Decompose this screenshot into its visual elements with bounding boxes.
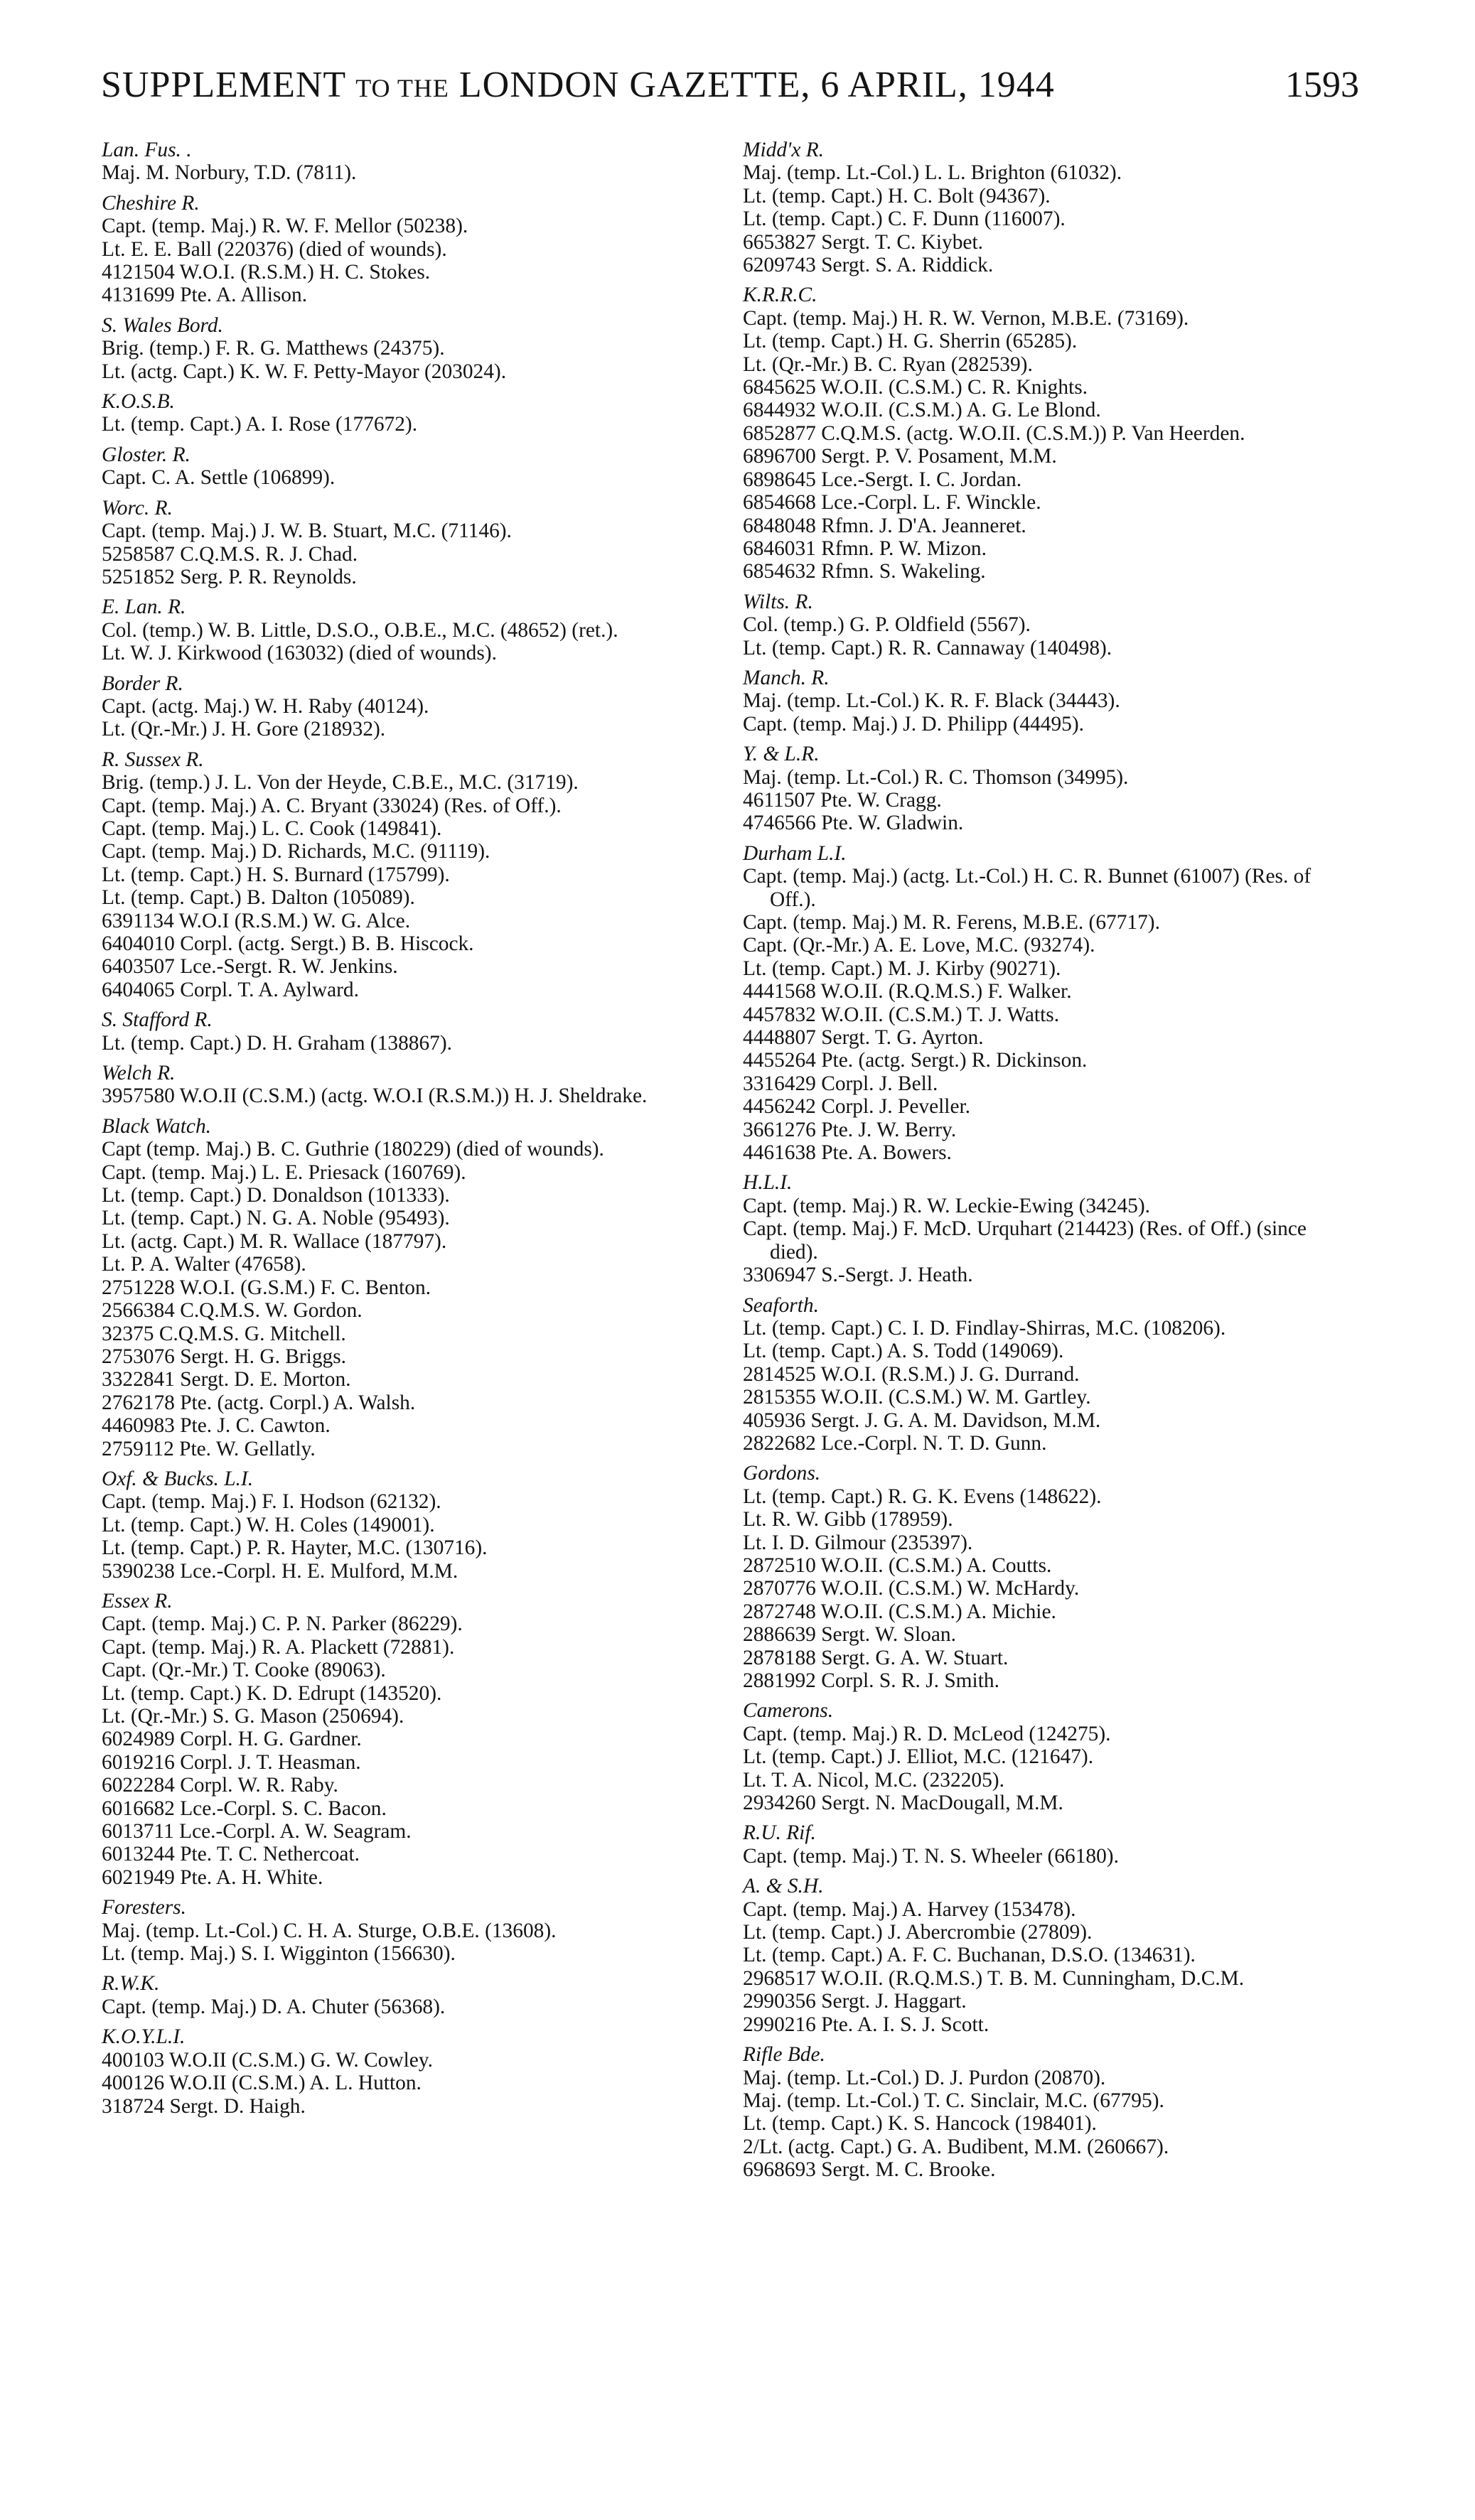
regiment-section: [102, 1590, 714, 1889]
award-entry: Lt. (temp. Capt.) R. R. Cannaway (140498).: [743, 636, 1112, 659]
award-entry: Lt. (temp. Capt.) A. S. Todd (149069).: [743, 1340, 1064, 1363]
right-column: [743, 139, 1356, 2189]
award-entry: 6653827 Sergt. T. C. Kiybet.: [743, 230, 983, 254]
regiment-section: [743, 1821, 1356, 1868]
award-entry: 6968693 Sergt. M. C. Brooke.: [743, 2158, 996, 2182]
award-entry: 2934260 Sergt. N. MacDougall, M.M.: [743, 1792, 1063, 1815]
award-entry: 4131699 Pte. A. Allison.: [102, 284, 308, 307]
award-entry: Lt. (temp. Capt.) H. C. Bolt (94367).: [743, 184, 1051, 208]
award-entry: 2759112 Pte. W. Gellatly.: [102, 1437, 316, 1460]
award-entry: Capt. (temp. Maj.) H. R. W. Vernon, M.B.E. (73169).: [743, 306, 1189, 330]
award-entry: Col. (temp.) G. P. Oldfield (5567).: [743, 613, 1031, 637]
award-entry: Capt (temp. Maj.) B. C. Guthrie (180229) (died of wounds).: [102, 1138, 604, 1161]
regiment-heading: K.R.R.C.: [743, 284, 817, 307]
award-entry: 6013244 Pte. T. C. Nethercoat.: [102, 1843, 360, 1866]
award-entry: Capt. (temp. Maj.) M. R. Ferens, M.B.E. (67717).: [743, 911, 1160, 934]
award-entry: 6896700 Sergt. P. V. Posament, M.M.: [743, 445, 1057, 468]
award-entry: Capt. (temp. Maj.) T. N. S. Wheeler (66180).: [743, 1844, 1119, 1868]
regiment-section: [743, 1294, 1356, 1455]
award-entry: Lt. (temp. Capt.) R. G. K. Evens (148622).: [743, 1485, 1102, 1508]
award-entry: 4456242 Corpl. J. Peveller.: [743, 1095, 971, 1119]
award-entry: 6848048 Rfmn. J. D'A. Jeanneret.: [743, 514, 1026, 537]
award-entry: 6019216 Corpl. J. T. Heasman.: [102, 1750, 361, 1774]
award-entry: 2815355 W.O.II. (C.S.M.) W. M. Gartley.: [743, 1386, 1091, 1409]
regiment-section: [102, 497, 714, 589]
regiment-heading: Camerons.: [743, 1699, 834, 1723]
award-entry: Capt. (Qr.-Mr.) A. E. Love, M.C. (93274).: [743, 934, 1095, 957]
award-entry: 2968517 W.O.II. (R.Q.M.S.) T. B. M. Cunningham, D.C.M.: [743, 1966, 1245, 1990]
award-entry: Capt. (Qr.-Mr.) T. Cooke (89063).: [102, 1659, 386, 1682]
award-entry: Lt. (temp. Capt.) H. S. Burnard (175799).: [102, 863, 450, 886]
award-entry: Capt. (temp. Maj.) C. P. N. Parker (86229).: [102, 1612, 463, 1636]
award-entry: Maj. (temp. Lt.-Col.) D. J. Purdon (20870).: [743, 2066, 1106, 2089]
title-word: TO THE: [355, 74, 449, 102]
award-entry: 2753076 Sergt. H. G. Briggs.: [102, 1345, 346, 1368]
award-entry: 2870776 W.O.II. (C.S.M.) W. McHardy.: [743, 1577, 1080, 1600]
regiment-heading: R.U. Rif.: [743, 1821, 816, 1845]
award-entry: Capt. C. A. Settle (106899).: [102, 466, 336, 490]
regiment-section: [743, 284, 1356, 583]
award-entry: 4441568 W.O.II. (R.Q.M.S.) F. Walker.: [743, 980, 1072, 1003]
award-entry: Lt. (temp. Capt.) A. I. Rose (177672).: [102, 413, 418, 436]
award-entry: 6404065 Corpl. T. A. Aylward.: [102, 978, 359, 1001]
award-entry: Capt. (temp. Maj.) R. A. Plackett (72881).: [102, 1635, 455, 1659]
page-header: [101, 64, 1359, 121]
award-entry: Lt. (Qr.-Mr.) S. G. Mason (250694).: [102, 1705, 404, 1728]
award-entry: Lt. (temp. Capt.) B. Dalton (105089).: [102, 886, 415, 910]
award-entry: Lt. (temp. Capt.) K. S. Hancock (198401).: [743, 2112, 1097, 2136]
award-entry: Capt. (temp. Maj.) F. I. Hodson (62132).: [102, 1490, 441, 1514]
award-entry: 405936 Sergt. J. G. A. M. Davidson, M.M.: [743, 1409, 1101, 1432]
regiment-section: [743, 591, 1356, 659]
regiment-heading: Oxf. & Bucks. L.I.: [102, 1467, 254, 1490]
award-entry: 3306947 S.-Sergt. J. Heath.: [743, 1264, 973, 1287]
regiment-section: [743, 2043, 1356, 2181]
award-entry: 6022284 Corpl. W. R. Raby.: [102, 1774, 338, 1797]
award-entry: Lt. (temp. Capt.) J. Abercrombie (27809).: [743, 1921, 1093, 1944]
regiment-heading: Wilts. R.: [743, 590, 813, 613]
award-entry: Capt. (temp. Maj.) A. C. Bryant (33024) (Res. of Off.).: [102, 794, 562, 817]
regiment-section: [102, 192, 714, 307]
award-entry: Maj. (temp. Lt.-Col.) C. H. A. Sturge, O.B.E. (13608).: [102, 1919, 557, 1942]
regiment-heading: Manch. R.: [743, 666, 830, 689]
regiment-section: [102, 596, 714, 664]
award-entry: Col. (temp.) W. B. Little, D.S.O., O.B.E., M.C. (48652) (ret.).: [102, 618, 618, 642]
award-entry: Capt. (temp. Maj.) D. Richards, M.C. (91119).: [102, 840, 490, 863]
award-entry: 4746566 Pte. W. Gladwin.: [743, 812, 964, 835]
regiment-heading: Gordons.: [743, 1462, 821, 1485]
award-entry: Maj. (temp. Lt.-Col.) T. C. Sinclair, M.C. (67795).: [743, 2089, 1164, 2112]
award-entry: 4455264 Pte. (actg. Sergt.) R. Dickinson.: [743, 1049, 1088, 1072]
award-entry: Brig. (temp.) J. L. Von der Heyde, C.B.E., M.C. (31719).: [102, 771, 579, 795]
regiment-section: [102, 139, 714, 185]
regiment-heading: H.L.I.: [743, 1171, 793, 1195]
award-entry: 6403507 Lce.-Sergt. R. W. Jenkins.: [102, 955, 398, 979]
award-entry: 6013711 Lce.-Corpl. A. W. Seagram.: [102, 1820, 412, 1843]
award-entry: Lt. (temp. Capt.) C. F. Dunn (116007).: [743, 208, 1066, 231]
award-entry: 3661276 Pte. J. W. Berry.: [743, 1118, 957, 1141]
award-entry: 2872748 W.O.II. (C.S.M.) A. Michie.: [743, 1600, 1056, 1623]
award-entry: 2814525 W.O.I. (R.S.M.) J. G. Durrand.: [743, 1362, 1080, 1386]
regiment-heading: K.O.Y.L.I.: [102, 2025, 186, 2049]
award-entry: 6404010 Corpl. (actg. Sergt.) B. B. Hiscock.: [102, 932, 474, 955]
award-entry: 3957580 W.O.II (C.S.M.) (actg. W.O.I (R.S.M.)) H. J. Sheldrake.: [102, 1084, 648, 1108]
award-entry: 6845625 W.O.II. (C.S.M.) C. R. Knights.: [743, 376, 1088, 399]
regiment-heading: R.W.K.: [102, 1972, 160, 1996]
regiment-heading: R. Sussex R.: [102, 748, 204, 771]
award-entry: 6021949 Pte. A. H. White.: [102, 1865, 323, 1889]
award-entry: Lt. (temp. Capt.) D. H. Graham (138867).: [102, 1031, 452, 1055]
award-entry: Lt. (temp. Capt.) C. I. D. Findlay-Shirras, M.C. (108206).: [743, 1316, 1226, 1340]
award-entry: Maj. (temp. Lt.-Col.) R. C. Thomson (34995).: [743, 765, 1129, 789]
award-entry: 6391134 W.O.I (R.S.M.) W. G. Alce.: [102, 909, 411, 932]
regiment-heading: Seaforth.: [743, 1293, 819, 1317]
award-entry: 318724 Sergt. D. Haigh.: [102, 2094, 306, 2118]
regiment-section: [102, 443, 714, 490]
title-word: LONDON: [458, 65, 620, 105]
regiment-section: [102, 1896, 714, 1965]
award-entry: Lt. (Qr.-Mr.) B. C. Ryan (282539).: [743, 352, 1033, 376]
award-entry: Lt. (temp. Capt.) A. F. C. Buchanan, D.S.O. (134631).: [743, 1944, 1196, 1967]
award-entry: Capt. (temp. Maj.) A. Harvey (153478).: [743, 1897, 1076, 1921]
award-entry: Maj. (temp. Lt.-Col.) K. R. F. Black (34443).: [743, 689, 1120, 713]
regiment-section: [743, 743, 1356, 835]
regiment-heading: S. Stafford R.: [102, 1008, 213, 1032]
award-entry: 4121504 W.O.I. (R.S.M.) H. C. Stokes.: [102, 261, 431, 284]
award-entry: Lt. I. D. Gilmour (235397).: [743, 1531, 973, 1554]
regiment-heading: Gloster. R.: [102, 443, 191, 466]
regiment-heading: Black Watch.: [102, 1114, 211, 1138]
award-entry: 2872510 W.O.II. (C.S.M.) A. Coutts.: [743, 1554, 1052, 1577]
award-entry: 2/Lt. (actg. Capt.) G. A. Budibent, M.M. (260667).: [743, 2135, 1169, 2158]
award-entry: Lt. (temp. Capt.) P. R. Hayter, M.C. (130716).: [102, 1536, 488, 1560]
regiment-section: [102, 314, 714, 383]
award-entry: Maj. (temp. Lt.-Col.) L. L. Brighton (61032).: [743, 161, 1122, 185]
award-entry: Lt. W. J. Kirkwood (163032) (died of wounds).: [102, 642, 497, 665]
regiment-section: [102, 2025, 714, 2118]
title-word: APRIL,: [847, 65, 968, 105]
page-number: 1593: [1285, 65, 1359, 105]
award-entry: Lt. (temp. Capt.) W. H. Coles (149001).: [102, 1513, 435, 1536]
award-entry: 3322841 Sergt. D. E. Morton.: [102, 1368, 351, 1391]
regiment-heading: Rifle Bde.: [743, 2043, 825, 2067]
award-entry: Lt. (temp. Capt.) K. D. Edrupt (143520).: [102, 1681, 442, 1705]
award-entry: Lt. (Qr.-Mr.) J. H. Gore (218932).: [102, 718, 386, 741]
award-entry: Capt. (temp. Maj.) L. E. Priesack (160769).: [102, 1161, 466, 1184]
left-column: [102, 139, 714, 2125]
award-entry: 32375 C.Q.M.S. G. Mitchell.: [102, 1322, 346, 1345]
regiment-heading: K.O.S.B.: [102, 390, 175, 414]
award-entry: 6016682 Lce.-Corpl. S. C. Bacon.: [102, 1797, 387, 1820]
regiment-heading: Essex R.: [102, 1589, 173, 1612]
regiment-section: [743, 667, 1356, 736]
award-entry: 2990356 Sergt. J. Haggart.: [743, 1990, 967, 2013]
award-entry: Capt. (temp. Maj.) R. W. F. Mellor (50238).: [102, 215, 468, 238]
award-entry: 4611507 Pte. W. Cragg.: [743, 788, 942, 812]
regiment-section: [102, 1972, 714, 2018]
regiment-heading: S. Wales Bord.: [102, 313, 223, 337]
award-entry: Lt. (temp. Capt.) J. Elliot, M.C. (121647).: [743, 1745, 1094, 1769]
award-entry: 5258587 C.Q.M.S. R. J. Chad.: [102, 542, 358, 566]
award-entry: Brig. (temp.) F. R. G. Matthews (24375).: [102, 337, 445, 360]
title-word: GAZETTE,: [629, 65, 811, 105]
regiment-heading: Y. & L.R.: [743, 743, 820, 766]
regiment-section: [102, 1468, 714, 1583]
award-entry: Capt. (temp. Maj.) J. W. B. Stuart, M.C. (71146).: [102, 519, 512, 543]
award-entry: Capt. (actg. Maj.) W. H. Raby (40124).: [102, 694, 429, 718]
award-entry: 400126 W.O.II (C.S.M.) A. L. Hutton.: [102, 2072, 422, 2095]
award-entry: Capt. (temp. Maj.) R. D. McLeod (124275).: [743, 1722, 1111, 1745]
gazette-title: [101, 64, 1055, 106]
award-entry: 4457832 W.O.II. (C.S.M.) T. J. Watts.: [743, 1003, 1060, 1026]
award-entry: 2751228 W.O.I. (G.S.M.) F. C. Benton.: [102, 1276, 431, 1299]
regiment-section: [743, 1462, 1356, 1692]
regiment-section: [102, 672, 714, 741]
title-word: 1944: [977, 65, 1055, 105]
award-entry: 6846031 Rfmn. P. W. Mizon.: [743, 537, 987, 560]
award-entry: Maj. M. Norbury, T.D. (7811).: [102, 161, 357, 185]
award-entry: Lt. (temp. Capt.) N. G. A. Noble (95493).: [102, 1207, 450, 1230]
award-entry: Capt. (temp. Maj.) (actg. Lt.-Col.) H. C. R. Bunnet (61007) (Res. of Off.).: [743, 865, 1312, 911]
award-entry: Lt. (actg. Capt.) M. R. Wallace (187797).: [102, 1229, 447, 1253]
regiment-heading: Foresters.: [102, 1896, 186, 1919]
award-entry: 6852877 C.Q.M.S. (actg. W.O.II. (C.S.M.)) P. Van Heerden.: [743, 421, 1245, 445]
regiment-heading: Welch R.: [102, 1062, 176, 1085]
award-entry: 4448807 Sergt. T. G. Ayrton.: [743, 1026, 984, 1050]
award-entry: 2990216 Pte. A. I. S. J. Scott.: [743, 2013, 989, 2036]
regiment-heading: A. & S.H.: [743, 1875, 824, 1898]
award-entry: Lt. (temp. Maj.) S. I. Wigginton (156630).: [102, 1942, 456, 1966]
award-entry: 6209743 Sergt. S. A. Riddick.: [743, 254, 994, 277]
award-entry: Capt. (temp. Maj.) D. A. Chuter (56368).: [102, 1995, 446, 2018]
award-entry: Lt. (temp. Capt.) H. G. Sherrin (65285).: [743, 330, 1078, 353]
award-entry: 400103 W.O.II (C.S.M.) G. W. Cowley.: [102, 2048, 433, 2072]
award-entry: 2886639 Sergt. W. Sloan.: [743, 1623, 956, 1647]
regiment-heading: Border R.: [102, 672, 183, 695]
regiment-section: [102, 748, 714, 1001]
award-entry: Lt. (actg. Capt.) K. W. F. Petty-Mayor (203024).: [102, 360, 507, 383]
regiment-section: [743, 1875, 1356, 2036]
regiment-section: [743, 842, 1356, 1165]
regiment-section: [743, 1171, 1356, 1286]
award-entry: 5251852 Serg. P. R. Reynolds.: [102, 565, 357, 588]
regiment-section: [743, 1699, 1356, 1814]
award-entry: 3316429 Corpl. J. Bell.: [743, 1072, 938, 1095]
regiment-heading: Lan. Fus. .: [102, 139, 192, 161]
regiment-heading: Cheshire R.: [102, 191, 200, 215]
award-entry: 6844932 W.O.II. (C.S.M.) A. G. Le Blond.: [743, 399, 1101, 422]
regiment-heading: Midd'x R.: [743, 139, 825, 161]
regiment-heading: Durham L.I.: [743, 841, 847, 865]
regiment-heading: E. Lan. R.: [102, 596, 186, 619]
title-word: 6: [820, 65, 840, 105]
award-entry: 6854668 Lce.-Corpl. L. F. Winckle.: [743, 491, 1041, 515]
award-entry: 2878188 Sergt. G. A. W. Stuart.: [743, 1646, 1009, 1669]
award-entry: Capt. (temp. Maj.) R. W. Leckie-Ewing (34245).: [743, 1194, 1151, 1217]
award-entry: Capt. (temp. Maj.) F. McD. Urquhart (214423) (Res. of Off.) (since died).: [743, 1217, 1307, 1264]
award-entry: 4460983 Pte. J. C. Cawton.: [102, 1414, 331, 1438]
award-entry: Capt. (temp. Maj.) L. C. Cook (149841).: [102, 817, 442, 840]
award-entry: 6898645 Lce.-Sergt. I. C. Jordan.: [743, 468, 1022, 491]
award-entry: 4461638 Pte. A. Bowers.: [743, 1141, 952, 1165]
award-entry: Lt. (temp. Capt.) D. Donaldson (101333).: [102, 1184, 450, 1207]
award-entry: Lt. (temp. Capt.) M. J. Kirby (90271).: [743, 957, 1061, 980]
regiment-section: [743, 139, 1356, 276]
regiment-section: [102, 1008, 714, 1055]
regiment-section: [102, 1115, 714, 1460]
award-entry: Lt. E. E. Ball (220376) (died of wounds).: [102, 237, 447, 261]
award-entry: Lt. T. A. Nicol, M.C. (232205).: [743, 1768, 1004, 1792]
award-entry: 2822682 Lce.-Corpl. N. T. D. Gunn.: [743, 1431, 1047, 1455]
regiment-section: [102, 390, 714, 436]
title-word: SUPPLEMENT: [101, 65, 346, 105]
award-entry: Capt. (temp. Maj.) J. D. Philipp (44495).: [743, 712, 1085, 736]
regiment-section: [102, 1062, 714, 1108]
award-entry: 2566384 C.Q.M.S. W. Gordon.: [102, 1299, 363, 1323]
award-entry: Lt. R. W. Gibb (178959).: [743, 1508, 953, 1531]
regiment-heading: Worc. R.: [102, 496, 173, 519]
award-entry: 2762178 Pte. (actg. Corpl.) A. Walsh.: [102, 1391, 416, 1414]
award-entry: 6024989 Corpl. H. G. Gardner.: [102, 1728, 362, 1751]
award-entry: 5390238 Lce.-Corpl. H. E. Mulford, M.M.: [102, 1559, 458, 1583]
award-entry: 6854632 Rfmn. S. Wakeling.: [743, 560, 986, 583]
award-entry: 2881992 Corpl. S. R. J. Smith.: [743, 1669, 999, 1692]
award-entry: Lt. P. A. Walter (47658).: [102, 1253, 306, 1276]
